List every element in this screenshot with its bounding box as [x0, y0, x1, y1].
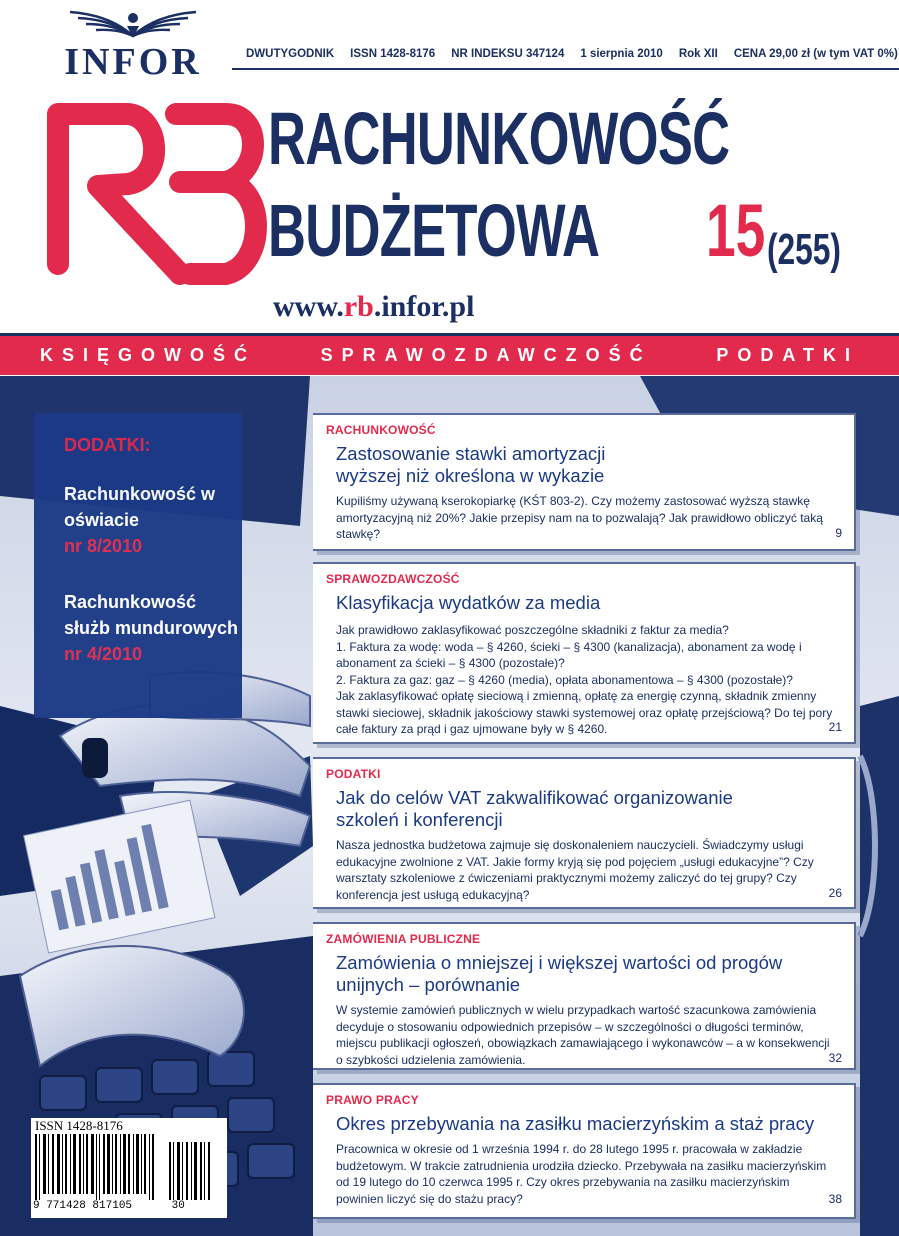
- supplement-item[interactable]: [64, 481, 239, 559]
- article-title: Jak do celów VAT zakwalifikować organizowanie szkoleń i konferencji: [336, 787, 733, 830]
- infor-logo: [38, 4, 228, 83]
- article-page-number: 38: [828, 1192, 842, 1206]
- watch-icon: [82, 738, 108, 778]
- article-card-taxes[interactable]: [313, 757, 856, 909]
- website-suffix: .infor.pl: [373, 290, 475, 323]
- article-card-accounting[interactable]: [313, 413, 856, 551]
- article-category: ZAMÓWIENIA PUBLICZNE: [326, 932, 481, 946]
- banner-item-reporting: SPRAWOZDAWCZOŚĆ: [320, 345, 652, 365]
- barcode-main-digits: 9 771428 817105: [33, 1200, 133, 1212]
- article-description-item: 2. Faktura za gaz: gaz – § 4260 (media), opłata abonamentowa – § 4300 (pozostałe)?: [336, 672, 793, 687]
- supplement-title: Rachunkowość w oświacie: [64, 484, 216, 530]
- article-description-outro: Jak zaklasyfikować opłatę sieciową i zmienną, opłatę za energię czynną, składnik zmienny stawki sieciowej, składnik jakościowy stawki systemowej oraz opłatę przejściową? Do tej pory całe faktury za prąd i gaz ujmowane były w § 4260.: [336, 689, 833, 736]
- barcode-block: [31, 1118, 227, 1218]
- article-page-number: 21: [828, 720, 842, 734]
- issue-total: (255): [767, 225, 841, 274]
- header-rule: [232, 68, 899, 70]
- website-link[interactable]: [273, 290, 474, 324]
- article-description-intro: Jak prawidłowo zaklasyfikować poszczególne składniki z faktur za media?: [336, 623, 729, 637]
- article-description: Pracownica w okresie od 1 września 1994 r. do 28 lutego 1995 r. pracowała w zakładzie budżetowym. W trakcie zatrudnienia urodziła dziecko. Przebywała na zasiłku macierzyńskim od 19 lutego do 10 czerwca 1995 r. Czy okres przebywania na zasiłku macierzyńskim powinien liczyć się do stażu pracy?: [336, 1142, 827, 1206]
- supplement-item[interactable]: [64, 589, 239, 667]
- article-page-number: 9: [835, 526, 842, 540]
- barcode-digits: [33, 1200, 185, 1212]
- article-description: Kupiliśmy używaną kserokopiarkę (KŚT 803-2). Czy możemy zastosować wyższą stawkę amortyzacyjną niż 20%? Jakie przepisy nam na to pozwalają? Jak prawidłowo obliczyć taką stawkę?: [336, 494, 823, 541]
- masthead-title-line1: RACHUNKOWOŚĆ: [268, 97, 730, 180]
- article-description-item: 1. Faktura za wodę: woda – § 4260, ścieki – § 4300 (kanalizacja), abonament za wodę i abonament za ścieki – § 4300 (pozostałe)?: [336, 639, 802, 670]
- article-page-number: 26: [828, 886, 842, 900]
- volume-year: Rok XII: [678, 48, 718, 60]
- barcode-icon: [35, 1134, 223, 1200]
- article-category: PODATKI: [326, 767, 381, 781]
- issn: ISSN 1428-8176: [350, 48, 436, 60]
- infor-wing-icon: [68, 6, 198, 42]
- article-title: Klasyfikacja wydatków za media: [336, 592, 601, 613]
- issue-info-line: [246, 48, 898, 60]
- article-description: W systemie zamówień publicznych w wielu przypadkach wartość szacunkowa zamówienia decyduje o stosowaniu odpowiednich przepisów – w szczególności o długości terminów, miejscu publikacji ogłoszeń, obowiązkach zamawiającego i wykonawców – a w konsekwencji o szybkości udzielenia zamówienia.: [336, 1003, 830, 1067]
- article-category: RACHUNKOWOŚĆ: [326, 423, 436, 437]
- infor-wordmark: INFOR: [64, 41, 202, 83]
- supplements-label: DODATKI:: [64, 435, 151, 455]
- banner-item-accounting: KSIĘGOWOŚĆ: [40, 345, 257, 365]
- website-prefix: www.: [273, 290, 344, 323]
- rb-logo-icon: [40, 88, 270, 298]
- article-card-labour-law[interactable]: [313, 1083, 856, 1219]
- barcode-addon-digits: 30: [171, 1200, 185, 1212]
- supplement-number: nr 4/2010: [64, 644, 143, 664]
- article-title: Okres przebywania na zasiłku macierzyńskim a staż pracy: [336, 1113, 815, 1134]
- index-number: NR INDEKSU 347124: [451, 48, 565, 60]
- price: CENA 29,00 zł (w tym VAT 0%): [733, 48, 898, 60]
- supplement-title: Rachunkowość służb mundurowych: [64, 592, 239, 638]
- article-description: Nasza jednostka budżetowa zajmuje się doskonaleniem nauczycieli. Świadczymy usługi edukacyjne zwolnione z VAT. Jakie formy kryją się pod pojęciem „usługi edukacyjne”? Czy warsztaty szkoleniowe z ćwiczeniami praktycznymi możemy zaliczyć do tej grupy? Czy konferencja jest usługą edukacyjną?: [336, 838, 814, 902]
- article-title: Zamówienia o mniejszej i większej wartości od progów unijnych – porównanie: [336, 952, 783, 995]
- section-banner: [0, 333, 899, 375]
- banner-item-taxes: PODATKI: [716, 345, 859, 365]
- article-page-number: 32: [828, 1051, 842, 1065]
- article-card-public-procurement[interactable]: [313, 922, 856, 1070]
- article-title: Zastosowanie stawki amortyzacji wyższej niż określona w wykazie: [336, 443, 606, 486]
- website-accent: rb: [343, 290, 374, 323]
- barcode-issn: ISSN 1428-8176: [35, 1118, 123, 1133]
- article-description: [336, 622, 834, 738]
- frequency: DWUTYGODNIK: [246, 48, 335, 60]
- supplements-box: [34, 413, 242, 718]
- supplement-number: nr 8/2010: [64, 536, 143, 556]
- masthead-title-line2: BUDŻETOWA: [268, 189, 600, 272]
- article-card-reporting[interactable]: [313, 562, 856, 744]
- article-category: PRAWO PRACY: [326, 1093, 419, 1107]
- article-category: SPRAWOZDAWCZOŚĆ: [326, 572, 460, 586]
- issue-date: 1 sierpnia 2010: [580, 48, 663, 60]
- issue-number: 15: [706, 189, 766, 272]
